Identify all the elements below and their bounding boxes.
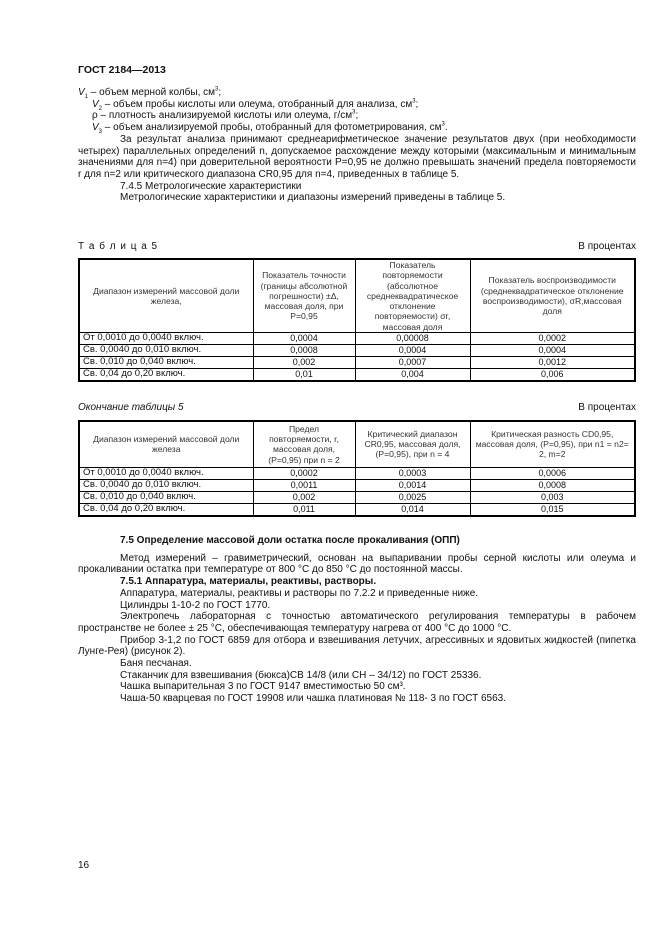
cell: 0,0006 [470, 467, 635, 479]
cell: От 0,0010 до 0,0040 включ. [79, 333, 253, 345]
paragraph-result: За результат анализа принимают среднеарифметическое значение результатов двух (при необходимости четырех) параллельных определений n, допускаемое расхождение между которыми (максимальным и минимальным значениями для n=4) при доверительной вероятности P=0,95 не должно превышать значений предела повторяемости r для n=2 или критического диапазона CR0,95 для n=4, приведенных в таблице 5. [78, 133, 636, 180]
table1-caption [78, 241, 636, 252]
def-rho: ρ – плотность анализируемой кислоты или олеума, $г/см^3$; [92, 110, 359, 122]
cell: 0,0002 [470, 333, 635, 345]
list-item: Аппаратура, материалы, реактивы и растворы по 7.2.2 и приведенные ниже. [120, 587, 479, 599]
def-v1: $V_1$ – объем мерной колбы, $см^3$; [78, 86, 222, 100]
table-5-end [78, 420, 636, 517]
cell: 0,0002 [253, 467, 355, 479]
list-item: Прибор 3-1,2 по ГОСТ 6859 для отбора и взвешивания летучих, агрессивных и ядовитых жидкостей (пипетка Лунге-Рея) (рисунок 2). [78, 634, 636, 658]
table-row [79, 503, 635, 516]
section-7-4-5: 7.4.5 Метрологические характеристики [120, 180, 302, 192]
list-item: Электропечь лабораторная с точностью автоматического регулирования температуры в рабочем пространстве не более ± 25 °С, обеспечивающая температуру нагрева от 400 °С до 1000 °С. [78, 611, 636, 634]
cell: Св. 0,010 до 0,040 включ. [79, 491, 253, 503]
cell: 0,0004 [355, 345, 470, 357]
cell: 0,0007 [355, 357, 470, 369]
header-cell: Показатель точности (границы абсолютной погрешности) ±Δ, массовая доля, при P=0,95 [253, 259, 355, 333]
cell: 0,003 [470, 491, 635, 503]
table-row [79, 333, 635, 345]
table-row [79, 467, 635, 479]
document-header: ГОСТ 2184—2013 [78, 64, 166, 76]
section-7-5 [78, 535, 636, 705]
header-cell: Критический диапазон CR0,95, массовая доля, (P=0,95), при n = 4 [355, 421, 470, 467]
header-cell: Показатель воспроизводимости (среднеквадратическое отклонение воспроизводимости), σR,массовая доля [470, 259, 635, 333]
def-v3: $V_3$ – объем анализируемой пробы, отобранный для фотометрирования, $см^3$. [92, 121, 448, 136]
table2-caption [78, 402, 636, 413]
table-row [79, 345, 635, 357]
table2-unit: В процентах [578, 402, 636, 413]
cell: 0,0011 [253, 479, 355, 491]
cell: Св. 0,0040 до 0,010 включ. [79, 345, 253, 357]
list-item: Чашка выпарительная 3 по ГОСТ 9147 вместимостью 50 см³. [120, 681, 406, 693]
cell: От 0,0010 до 0,0040 включ. [79, 467, 253, 479]
section-7-5-title: 7.5 Определение массовой доли остатка после прокаливания (ОПП) [120, 535, 460, 546]
cell: 0,0004 [253, 333, 355, 345]
table-header-row [79, 259, 635, 333]
cell: 0,0008 [253, 345, 355, 357]
cell: Св. 0,04 до 0,20 включ. [79, 503, 253, 516]
paragraph-method: Метод измерений – гравиметрический, основан на выпаривании пробы серной кислоты или олеума и прокаливании остатка при температуре от 800 °С до 850 °С до постоянной массы. [78, 552, 636, 576]
cell: 0,0025 [355, 491, 470, 503]
cell: Св. 0,04 до 0,20 включ. [79, 369, 253, 382]
table-row [79, 491, 635, 503]
cell: 0,01 [253, 369, 355, 382]
header-cell: Критическая разность CD0,95, массовая доля, (P=0,95), при n1 = n2= 2, m=2 [470, 421, 635, 467]
page-number: 16 [78, 860, 90, 871]
table-row [79, 369, 635, 382]
table1-title: Т а б л и ц а 5 [78, 241, 159, 252]
cell: 0,0004 [470, 345, 635, 357]
cell: 0,011 [253, 503, 355, 516]
list-item: Баня песчаная. [120, 658, 192, 670]
def-v2: $V_2$ – объем пробы кислоты или олеума, отобранный для анализа, $см^3$; [92, 98, 419, 112]
header-cell: Предел повторяемости, r, массовая доля, (P=0,95) при n = 2 [253, 421, 355, 467]
cell: Св. 0,010 до 0,040 включ. [79, 357, 253, 369]
table1-unit: В процентах [578, 241, 636, 252]
table-row [79, 357, 635, 369]
cell: 0,0014 [355, 479, 470, 491]
paragraph-metrology: Метрологические характеристики и диапазоны измерений приведены в таблице 5. [120, 192, 506, 204]
table-5 [78, 258, 636, 382]
cell: 0,002 [253, 491, 355, 503]
table2-title: Окончание таблицы 5 [78, 402, 184, 413]
cell: 0,00008 [355, 333, 470, 345]
table-row [79, 479, 635, 491]
header-cell: Диапазон измерений массовой доли железа [79, 421, 253, 467]
header-cell: Диапазон измерений массовой доли железа, [79, 259, 253, 333]
list-item: Цилиндры 1-10-2 по ГОСТ 1770. [120, 599, 271, 611]
list-item: Стаканчик для взвешивания (бюкса)СВ 14/8 (или СН – 34/12) по ГОСТ 25336. [120, 669, 482, 681]
cell: 0,002 [253, 357, 355, 369]
table-header-row [79, 421, 635, 467]
definitions [78, 87, 636, 204]
header-cell: Показатель повторяемости (абсолютное среднеквадратическое отклонение повторяемости) σr, массовая доля [355, 259, 470, 333]
section-7-5-1-title: 7.5.1 Аппаратура, материалы, реактивы, растворы. [120, 576, 377, 588]
cell: 0,004 [355, 369, 470, 382]
cell: 0,006 [470, 369, 635, 382]
cell: 0,0012 [470, 357, 635, 369]
list-item: Чаша-50 кварцевая по ГОСТ 19908 или чашка платиновая № 118- 3 по ГОСТ 6563. [120, 693, 507, 705]
cell: Св. 0,0040 до 0,010 включ. [79, 479, 253, 491]
cell: 0,0003 [355, 467, 470, 479]
cell: 0,015 [470, 503, 635, 516]
cell: 0,0008 [470, 479, 635, 491]
cell: 0,014 [355, 503, 470, 516]
